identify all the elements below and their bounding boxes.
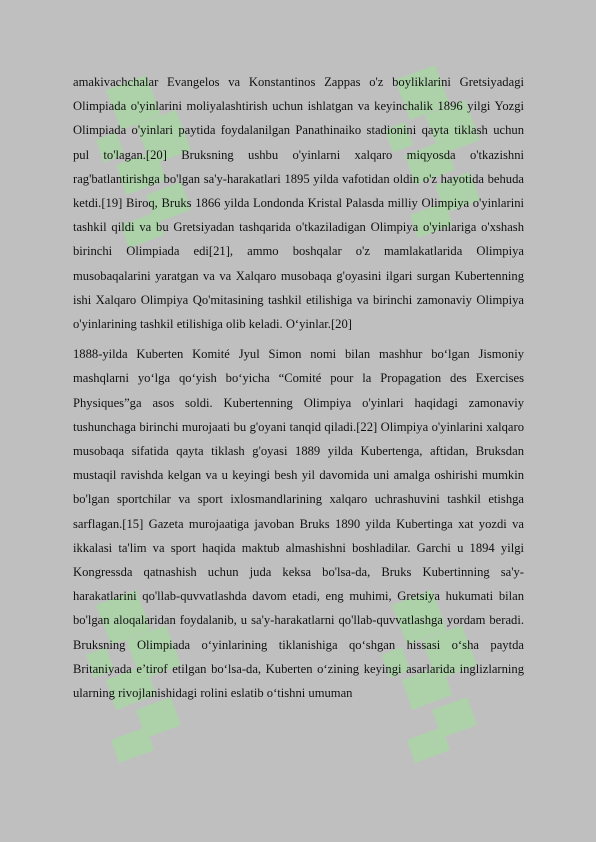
document-body <box>73 70 524 705</box>
paragraph: 1888-yilda Kuberten Komité Jyul Simon nomi bilan mashhur bo‘lgan Jismoniy mashqlarni yo‘lga qo‘yish bo‘yicha “Comité pour la Propagation des Exercises Physiques”ga asos soldi. Kubertenning Olimpiya o'yinlari haqidagi zamonaviy tushunchaga birinchi murojaati bu g'oyani tanqid qiladi.[22] Olimpiya o'yinlarini xalqaro musobaqa sifatida qayta tiklash g'oyasi 1889 yilda Kubertenga, aftidan, Bruksdan mustaqil ravishda kelgan va u keyingi besh yil davomida uni amalga oshirishi mumkin bo'lgan sportchilar va sport ixlosmandlarining xalqaro uchrashuvini tashkil etishga sarflagan.[15] Gazeta murojaatiga javoban Bruks 1890 yilda Kubertinga xat yozdi va ikkalasi ta'lim va sport haqida maktub almashishni boshladilar. Garchi u 1894 yilgi Kongressda qatnashish uchun juda keksa bo'lsa-da, Bruks Kubertinning sa'y-harakatlarini qo'llab-quvvatlashda davom etadi, eng muhimi, Gretsiya hukumati bilan bo'lgan aloqalaridan foydalanib, u sa'y-harakatlarni qo'llab-quvvatlashga yordam beradi. Bruksning Olimpiada o‘yinlarining tiklanishiga qo‘shgan hissasi o‘sha paytda Britaniyada e’tirof etilgan bo‘lsa-da, Kuberten o‘zining keyingi asarlarida inglizlarning ularning rivojlanishidagi rolini eslatib o‘tishni umuman <box>73 347 524 701</box>
paragraph: amakivachchalar Evangelos va Konstantinos Zappas o'z boyliklarini Gretsiyadagi Olimpiada o'yinlarini moliyalashtirish uchun ishlatgan va keyinchalik 1896 yilgi Yozgi Olimpiada o'yinlari paytida foydalanilgan Panathinaiko stadionini qayta tiklash uchun pul to'lagan.[20] Bruksning ushbu o'yinlarni xalqaro miqyosda o'tkazishni rag'batlantirishga bo'lgan sa'y-harakatlari 1895 yilda vafotidan oldin o'z hayotida behuda ketdi.[19] Biroq, Bruks 1866 yilda Londonda Kristal Palasda milliy Olimpiya o'yinlarini tashkil qildi va bu Gretsiyadan tashqarida o'tkaziladigan Olimpiya o'yinlariga o'xshash birinchi Olimpiada edi[21], ammo boshqalar o'z mamlakatlarida Olimpiya musobaqalarini yaratgan va va Xalqaro musobaqa g'oyasini ilgari surgan Kubertenning ishi Xalqaro Olimpiya Qo'mitasining tashkil etilishiga va birinchi zamonaviy Olimpiya o'yinlarining tashkil etilishiga olib keladi. O‘yinlar.[20] <box>73 75 524 332</box>
